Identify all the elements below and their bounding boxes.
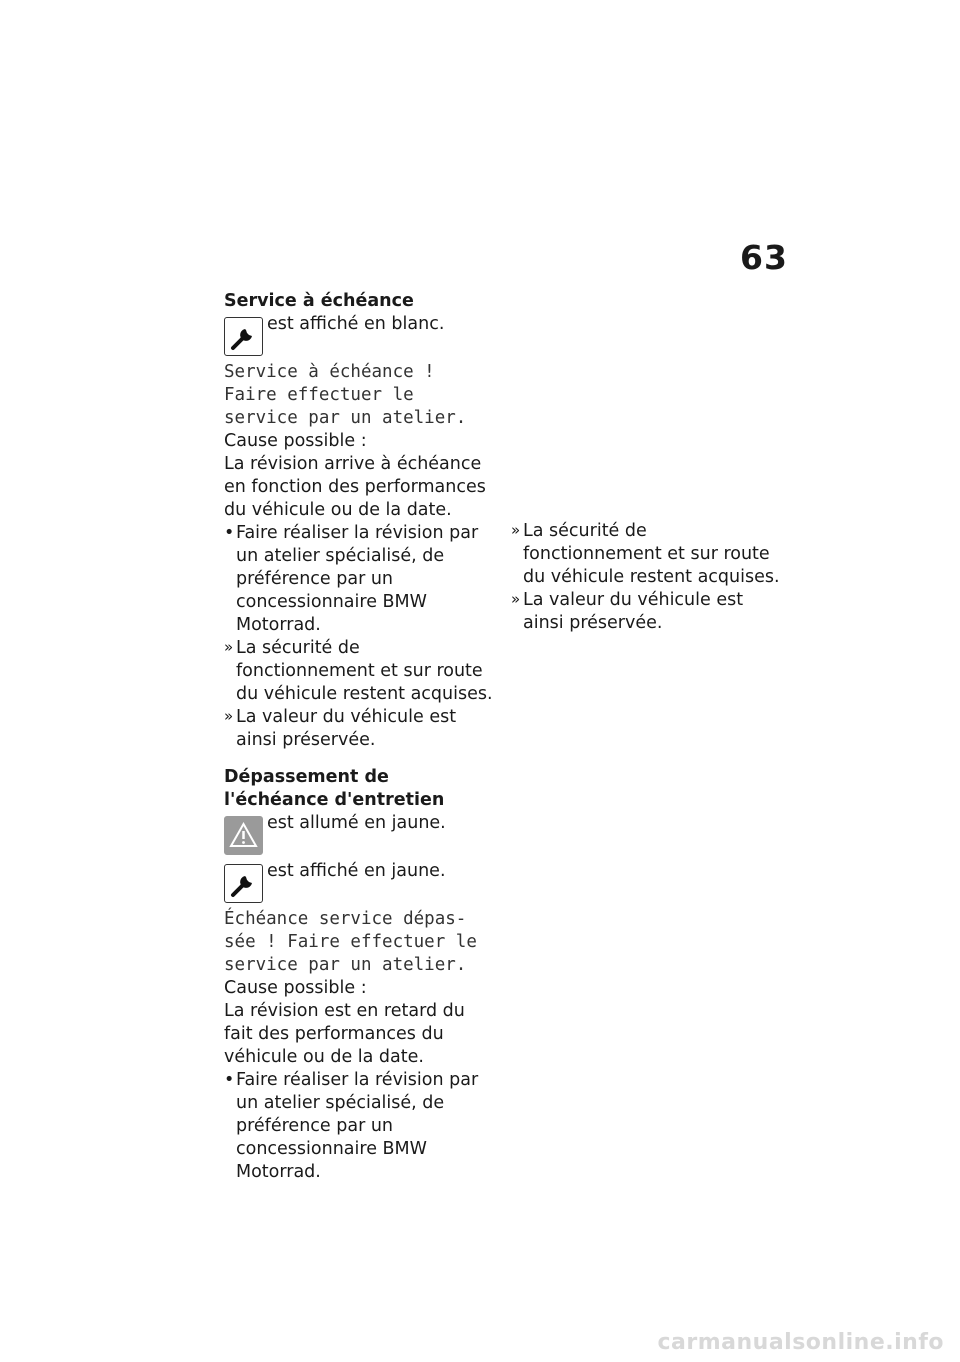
display-message-line: Faire effectuer le <box>224 385 414 405</box>
display-message-line: Échéance service dépas- <box>224 909 467 929</box>
wrench-icon <box>224 317 263 356</box>
display-message-line: service par un atelier. <box>224 408 467 428</box>
section-heading-service-due: Service à échéance <box>224 291 414 311</box>
display-message-line: Service à échéance ! <box>224 362 435 382</box>
warning-indicator-row <box>224 812 496 860</box>
warning-indicator-text: est allumé en jaune. <box>267 813 446 833</box>
result-item: » La valeur du véhicule est ainsi préservée. <box>511 589 783 635</box>
left-column <box>224 290 496 1184</box>
result-item: » La sécurité de fonctionnement et sur route du véhicule restent acquises. <box>224 637 496 706</box>
right-column <box>511 520 783 635</box>
section-heading-service-overdue: Dépassement de l'échéance d'entretien <box>224 767 445 810</box>
cause-label: Cause possible : <box>224 978 367 998</box>
cause-text: La révision arrive à échéance en fonction des performances du véhicule ou de la date. <box>224 454 486 520</box>
action-item: • Faire réaliser la révision par un atelier spécialisé, de préférence par un concessionnaire BMW Motorrad. <box>224 1069 496 1184</box>
display-message-line: service par un atelier. <box>224 955 467 975</box>
cause-label: Cause possible : <box>224 431 367 451</box>
result-item: » La sécurité de fonctionnement et sur route du véhicule restent acquises. <box>511 520 783 589</box>
wrench-indicator-text: est affiché en blanc. <box>267 314 445 334</box>
result-item: » La valeur du véhicule est ainsi préservée. <box>224 706 496 752</box>
action-item: • Faire réaliser la révision par un atelier spécialisé, de préférence par un concessionnaire BMW Motorrad. <box>224 522 496 637</box>
cause-text: La révision est en retard du fait des performances du véhicule ou de la date. <box>224 1001 465 1067</box>
wrench-indicator-row <box>224 860 496 908</box>
wrench-indicator-row <box>224 313 496 361</box>
page-number: 63 <box>740 238 788 277</box>
wrench-indicator-text: est affiché en jaune. <box>267 861 446 881</box>
footer-watermark: carmanualsonline.info <box>657 1330 944 1355</box>
warning-triangle-icon <box>224 816 263 855</box>
wrench-icon <box>224 864 263 903</box>
display-message-line: sée ! Faire effectuer le <box>224 932 477 952</box>
